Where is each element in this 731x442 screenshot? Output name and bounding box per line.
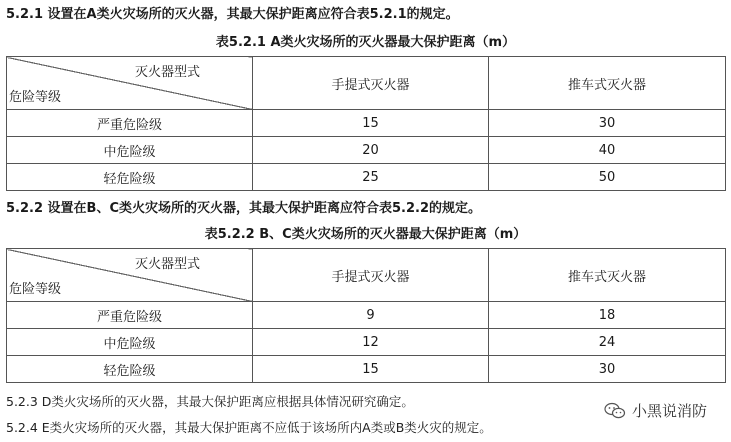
- diag-top-label: 灭火器型式: [134, 257, 200, 272]
- hazard-level-cell: 中危险级: [7, 329, 253, 356]
- handheld-distance-cell: 20: [253, 137, 489, 164]
- table-header-row: [7, 57, 726, 110]
- table-5-2-1: [6, 56, 726, 191]
- col-header-cart: 推车式灭火器: [489, 57, 726, 110]
- cart-distance-cell: 40: [489, 137, 726, 164]
- diag-bottom-label: 危险等级: [9, 282, 62, 297]
- footnote-5-2-4: 5.2.4 E类火灾场所的灭火器，其最大保护距离不应低于该场所内A类或B类火灾的规定。: [6, 420, 492, 435]
- cart-distance-cell: 50: [489, 164, 726, 191]
- col-header-handheld: 手提式灭火器: [253, 249, 489, 302]
- table-caption-5-2-1: 表5.2.1 A类火灾场所的灭火器最大保护距离（m）: [215, 35, 516, 50]
- handheld-distance-cell: 25: [253, 164, 489, 191]
- table-header-row: [7, 249, 726, 302]
- cart-distance-cell: 30: [489, 356, 726, 383]
- table-row: [7, 164, 726, 191]
- cart-distance-cell: 18: [489, 302, 726, 329]
- diag-top-label: 灭火器型式: [134, 65, 200, 80]
- watermark: [604, 400, 707, 421]
- table-row: [7, 329, 726, 356]
- hazard-level-cell: 严重危险级: [7, 110, 253, 137]
- col-header-handheld: 手提式灭火器: [253, 57, 489, 110]
- hazard-level-cell: 轻危险级: [7, 164, 253, 191]
- handheld-distance-cell: 15: [253, 356, 489, 383]
- handheld-distance-cell: 12: [253, 329, 489, 356]
- cart-distance-cell: 24: [489, 329, 726, 356]
- hazard-level-cell: 轻危险级: [7, 356, 253, 383]
- table-5-2-2: [6, 248, 726, 383]
- footnote-5-2-3: 5.2.3 D类火灾场所的灭火器，其最大保护距离应根据具体情况研究确定。: [6, 394, 414, 409]
- table-caption-5-2-2: 表5.2.2 B、C类火灾场所的灭火器最大保护距离（m）: [204, 227, 527, 242]
- cart-distance-cell: 30: [489, 110, 726, 137]
- hazard-level-cell: 中危险级: [7, 137, 253, 164]
- diagonal-header-cell: [7, 249, 253, 302]
- section-heading-5-2-2: 5.2.2 设置在B、C类火灾场所的灭火器，其最大保护距离应符合表5.2.2的规定。: [6, 201, 482, 216]
- diag-bottom-label: 危险等级: [9, 90, 62, 105]
- hazard-level-cell: 严重危险级: [7, 302, 253, 329]
- table-row: [7, 137, 726, 164]
- table-row: [7, 110, 726, 137]
- watermark-text: 小黑说消防: [631, 402, 707, 420]
- table-row: [7, 302, 726, 329]
- diagonal-header-cell: [7, 57, 253, 110]
- section-heading-5-2-1: 5.2.1 设置在A类火灾场所的灭火器，其最大保护距离应符合表5.2.1的规定。: [6, 7, 459, 22]
- wechat-icon: [604, 402, 626, 420]
- col-header-cart: 推车式灭火器: [489, 249, 726, 302]
- table-row: [7, 356, 726, 383]
- handheld-distance-cell: 15: [253, 110, 489, 137]
- handheld-distance-cell: 9: [253, 302, 489, 329]
